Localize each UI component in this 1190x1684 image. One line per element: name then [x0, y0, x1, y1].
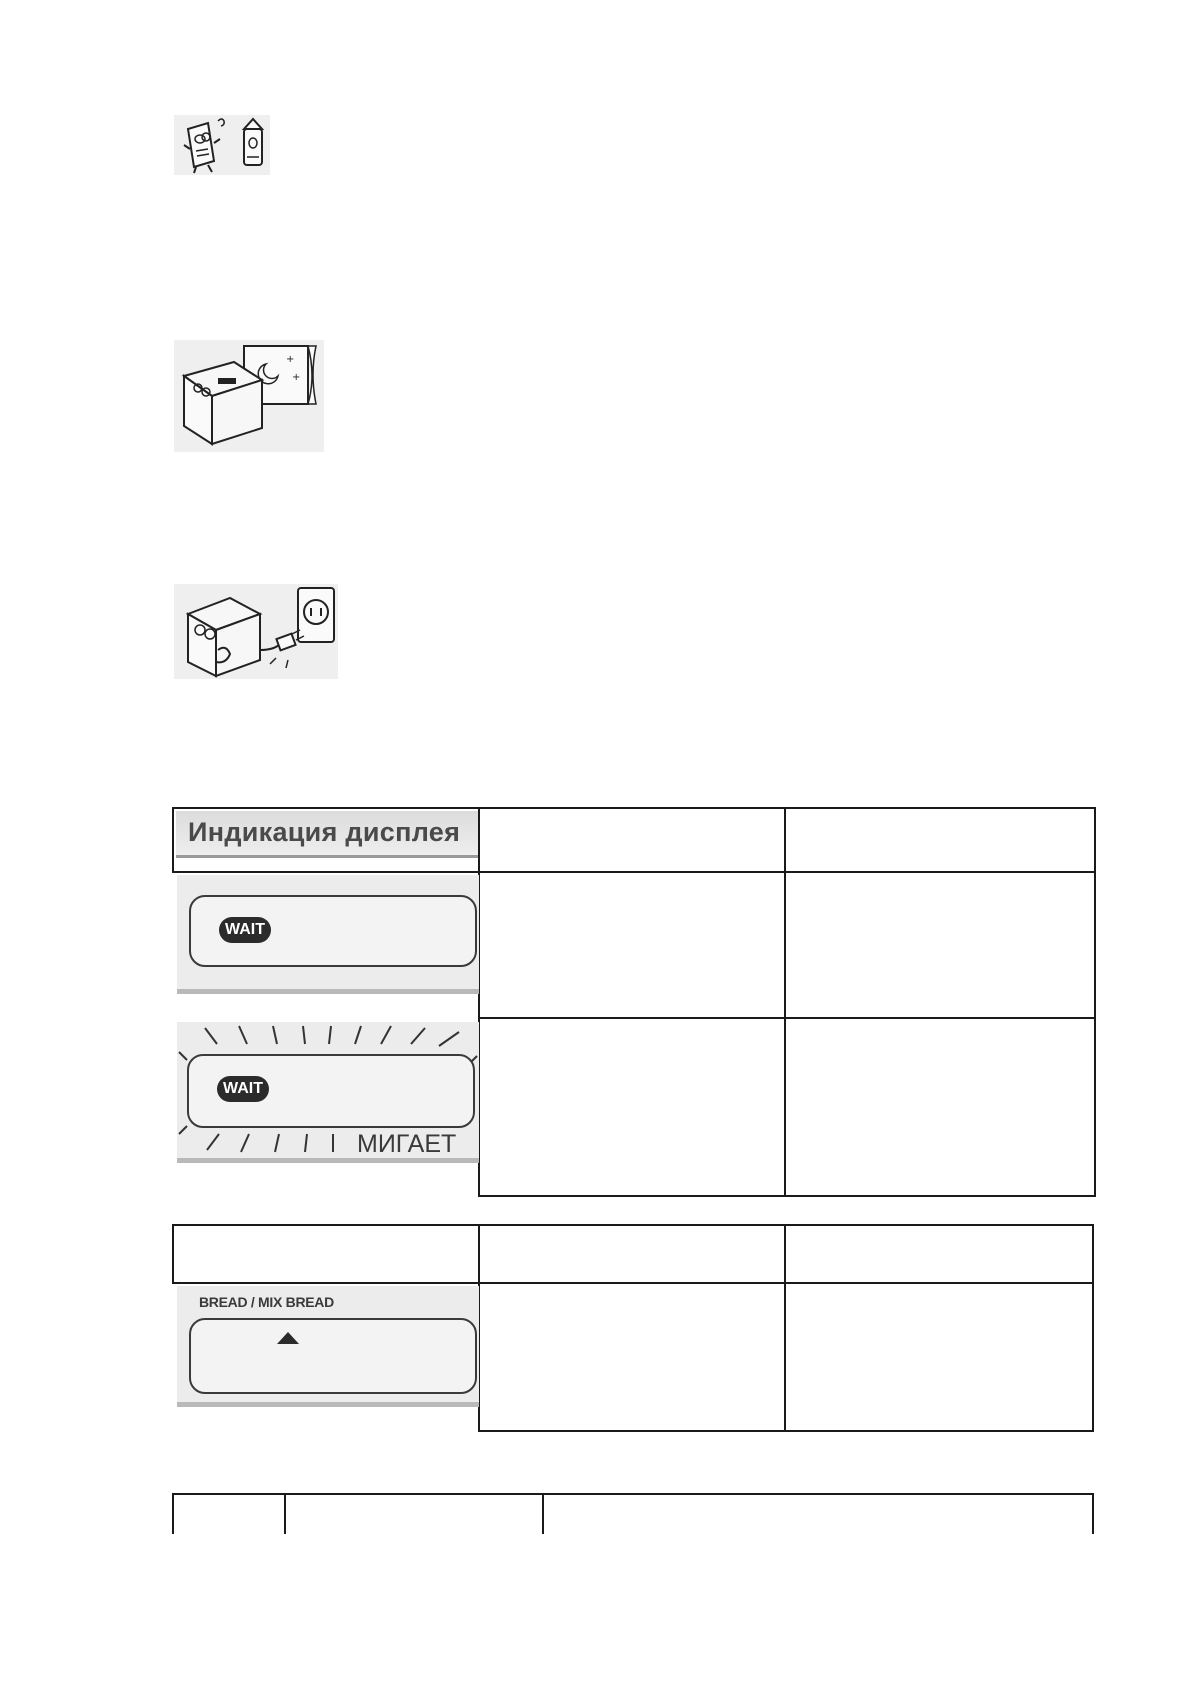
bread-maker-night-illustration — [174, 340, 324, 452]
bread-indicator-table — [172, 1224, 1094, 1432]
header-cell-2 — [285, 1494, 543, 1534]
display-indication-table — [172, 807, 1096, 1197]
header-cell-3 — [543, 1494, 1093, 1534]
display-image-cell — [173, 1018, 479, 1196]
flour-and-milk-icon — [174, 115, 270, 175]
header-cell-display — [173, 808, 479, 872]
bread-maker-window-night-icon — [174, 340, 324, 452]
display-image-cell — [173, 1283, 479, 1431]
table-header-row — [173, 1225, 1093, 1283]
table-cell — [479, 1283, 785, 1431]
table-cell — [479, 872, 785, 1018]
svg-text:+: + — [286, 354, 295, 365]
table-cell — [785, 1283, 1093, 1431]
header-cell-3 — [785, 1225, 1093, 1283]
table-cell — [479, 1018, 785, 1196]
ingredients-illustration — [174, 115, 270, 175]
header-cell-1 — [173, 1494, 285, 1534]
display-header-label: Индикация дисплея — [188, 817, 461, 847]
lcd-screen — [189, 1318, 477, 1394]
wait-badge: WAIT — [217, 1076, 269, 1102]
wait-blinking-display-panel — [177, 1022, 479, 1163]
bread-mode-label: BREAD / MIX BREAD — [199, 1294, 334, 1310]
header-cell-2 — [479, 808, 785, 872]
svg-text:+: + — [292, 372, 301, 383]
display-header-label-image — [176, 811, 478, 858]
table-header-row — [173, 808, 1095, 872]
header-cell-1 — [173, 1225, 479, 1283]
bread-display-panel — [177, 1286, 479, 1407]
table-row — [173, 1018, 1095, 1196]
table-cell — [785, 872, 1095, 1018]
table-header-row — [173, 1494, 1093, 1534]
bottom-table — [172, 1493, 1094, 1534]
wait-display-panel — [177, 875, 479, 994]
table-cell — [785, 1018, 1095, 1196]
bread-maker-plug-illustration — [174, 584, 338, 679]
lcd-screen — [187, 1054, 475, 1128]
header-cell-2 — [479, 1225, 785, 1283]
blink-label: МИГАЕТ — [357, 1130, 457, 1158]
wait-badge: WAIT — [219, 917, 271, 943]
display-image-cell — [173, 872, 479, 1018]
table-row — [173, 1283, 1093, 1431]
header-cell-3 — [785, 808, 1095, 872]
lcd-screen — [189, 895, 477, 967]
bread-maker-power-plug-icon — [174, 584, 338, 679]
table-row — [173, 872, 1095, 1018]
triangle-up-icon — [277, 1332, 299, 1344]
